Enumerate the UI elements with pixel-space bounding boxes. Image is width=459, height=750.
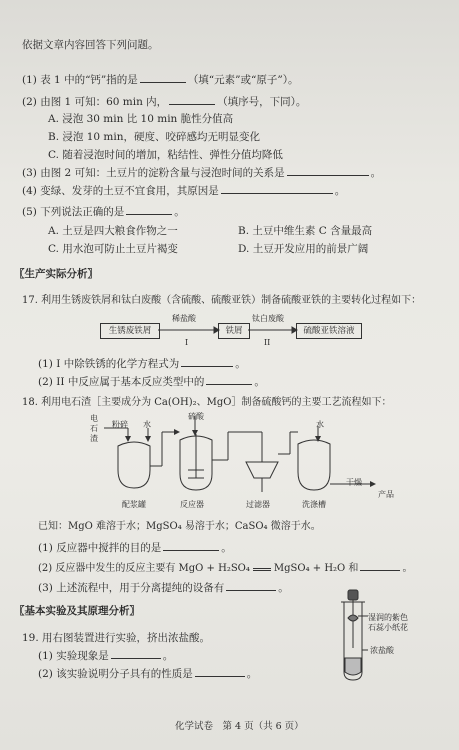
question-19-1-tail: 。	[162, 650, 174, 662]
question-19-2-text: (2) 该实验说明分子具有的性质是	[38, 668, 193, 680]
question-4-tail: 。	[334, 185, 346, 197]
label-water-1: 水	[143, 420, 151, 429]
question-17-2-tail: 。	[254, 376, 265, 388]
arrow-label-hcl: 稀盐酸	[172, 314, 196, 323]
intro-text: 依据文章内容回答下列问题。	[22, 39, 159, 51]
fig-label-paper-flower-2: 石蕊小纸花	[368, 623, 408, 632]
label-tank-filter: 过滤器	[246, 500, 270, 509]
question-18: 18. 利用电石渣［主要成分为 Ca(OH)₂、MgO］制备硫酸钙的主要工艺流程如下：	[22, 397, 392, 408]
flow-box-iron: 铁屑	[218, 323, 250, 339]
label-tank-wash: 洗涤槽	[302, 500, 326, 509]
fig-label-conc-hcl: 浓盐酸	[370, 646, 394, 655]
question-3-text: (3) 由图 2 可知：土豆片的淀粉含量与浸泡时间的关系是	[22, 167, 285, 179]
question-17-1-tail: 。	[235, 358, 246, 370]
question-19-2-tail: 。	[246, 668, 258, 680]
question-1-tail: （填“元素”或“原子”）。	[187, 74, 299, 86]
question-18-2-tail: 。	[402, 563, 413, 574]
question-17-1-text: (1) I 中除铁锈的化学方程式为	[38, 358, 180, 370]
option-5b: B. 土豆中维生素 C 含量最高	[238, 225, 373, 237]
label-dianshizha: 电 石 渣	[90, 414, 98, 443]
test-tube-figure	[341, 590, 368, 680]
option-2b: B. 浸泡 10 min，硬度、咬碎感均无明显变化	[48, 131, 261, 143]
option-2a: A. 浸泡 30 min 比 10 min 脆性分值高	[48, 113, 234, 125]
question-18-3-tail: 。	[278, 582, 289, 594]
label-tank-slurry: 配浆罐	[122, 500, 146, 509]
flow-box-ferrous-sulfate: 硫酸亚铁溶液	[296, 323, 362, 339]
process-arrowheads	[125, 429, 376, 487]
known-note: 已知：MgO 难溶于水；MgSO₄ 易溶于水；CaSO₄ 微溶于水。	[38, 521, 321, 532]
page-footer: 化学试卷 第 4 页（共 6 页）	[175, 721, 304, 732]
section-header-production: 〖生产实际分析〗	[14, 268, 98, 280]
question-2-text: (2) 由图 1 可知：60 min 内，	[22, 96, 168, 108]
option-5c: C. 用水泡可防止土豆片褐变	[48, 243, 178, 255]
fig-label-paper-flower-1: 湿润的紫色	[368, 613, 408, 622]
step-label-II: II	[264, 338, 271, 347]
option-5d: D. 土豆开发应用的前景广阔	[238, 243, 369, 255]
label-water-2: 水	[316, 420, 324, 429]
arrow-label-waste-acid: 钛白废酸	[252, 314, 284, 323]
option-5a: A. 土豆是四大粮食作物之一	[48, 225, 178, 237]
label-product: 产品	[378, 490, 394, 499]
label-fensui: 粉碎	[112, 420, 128, 429]
question-1-text: (1) 表 1 中的“钙”指的是	[22, 74, 138, 86]
label-tank-reactor: 反应器	[180, 500, 204, 509]
question-17-2-text: (2) II 中反应属于基本反应类型中的	[38, 376, 205, 388]
question-4-text: (4) 变绿、发芽的土豆不宜食用，其原因是	[22, 185, 219, 197]
question-2-tail: （填序号，下同）。	[217, 96, 307, 108]
flow-arrows-17	[158, 327, 297, 333]
section-header-experiment: 〖基本实验及其原理分析〗	[14, 605, 140, 617]
label-sulfuric-acid: 硫酸	[188, 412, 204, 421]
question-18-1-text: (1) 反应器中搅拌的目的是	[38, 542, 162, 554]
flow-box-rusty-iron: 生锈废铁屑	[100, 323, 160, 339]
question-18-3-text: (3) 上述流程中，用于分离提纯的设备有	[38, 582, 225, 594]
question-19-1-text: (1) 实验现象是	[38, 650, 109, 662]
question-5-tail: 。	[174, 206, 185, 218]
step-label-I: I	[185, 338, 189, 347]
label-dry: 干燥	[346, 478, 362, 487]
question-18-2-text-b: MgSO₄ + H₂O 和	[273, 563, 359, 574]
question-18-2-text-a: (2) 反应器中发生的反应主要有 MgO + H₂SO₄	[38, 563, 250, 574]
question-3-tail: 。	[370, 167, 382, 179]
question-17: 17. 利用生锈废铁屑和钛白废酸（含硫酸、硫酸亚铁）制备硫酸亚铁的主要转化过程如下：	[22, 295, 422, 306]
option-2c: C. 随着浸泡时间的增加，粘结性、弹性分值均降低	[48, 149, 283, 161]
question-19: 19. 用右图装置进行实验，挤出浓盐酸。	[22, 632, 211, 644]
question-5-text: (5) 下列说法正确的是	[22, 206, 125, 218]
question-18-1-tail: 。	[221, 542, 232, 554]
process-diagram-18	[104, 416, 374, 492]
